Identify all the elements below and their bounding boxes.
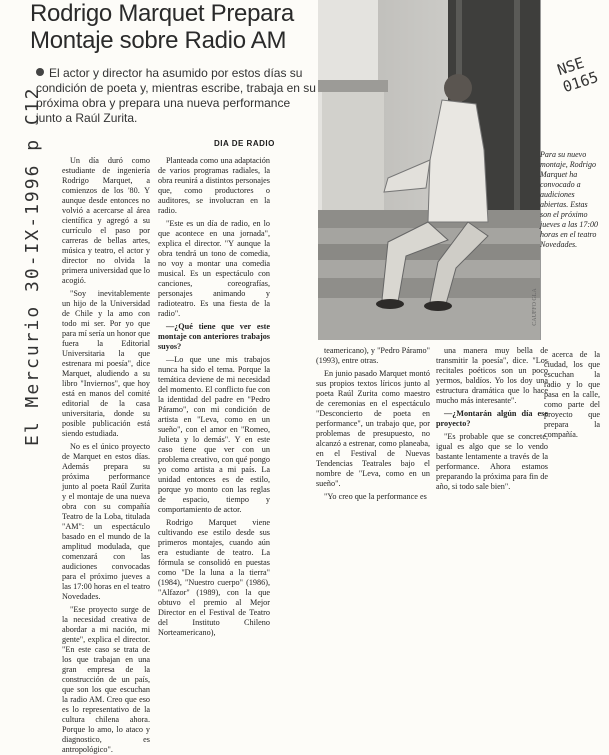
- paragraph: "Este es un día de radio, en lo que acontece en una jornada", explica el director. "Y aunque la obra tendrá un tono de comedia, no voy a montar una comedia musical. Es un espectáculo con canciones, coreografías, personajes animando y radioteatro. Es una fiesta de la radio".: [158, 219, 270, 318]
- section-heading: DIA DE RADIO: [214, 139, 275, 148]
- handwritten-archive-code: NSE 0165: [555, 53, 601, 97]
- paragraph: "Soy inevitablemente un hijo de la Universidad de Chile y la amo con todo mi ser. Por yo que para mí sería un honor que fuera la Editorial Universitaria la que estrenara mi poesía", dice Marquet, aludiendo a su libro "Inviernos", que hoy está en manos del comité editorial de la casa universitaria, donde su posible publicación está siendo estudiada.: [62, 289, 150, 438]
- paragraph: teamericano), y "Pedro Páramo" (1993), entre otras.: [316, 346, 430, 365]
- photo-illustration: [318, 0, 540, 340]
- headline-line-2: Montaje sobre Radio AM: [30, 27, 287, 54]
- paragraph: Un día duró como estudiante de ingeniería Rodrigo Marquet, a comienzos de los '80. Y aunque desde entonces no volvió a acercarse al área científica y agregó a su currículo el paso por carreras de bellas artes, música y teatro, el actor y director no olvida la primera universidad que lo acogió.: [62, 156, 150, 285]
- headline-line-1: Rodrigo Marquet Prepara: [30, 0, 294, 27]
- portrait-photo: [318, 0, 541, 340]
- paragraph: En junio pasado Marquet montó sus propios textos líricos junto al poeta Raúl Zurita como maestro de ceremonias en el espectáculo "Desconcierto de poeta en performance", un trabajo que, por problemas de presupuesto, no alcanzó a estrenar, como planeaba, en el Festival de Nuevas Tendencias Teatrales bajo el nombre de "Leva, como en un sueño".: [316, 369, 430, 488]
- paragraph: Planteada como una adaptación de varios programas radiales, la obra reunirá a distintos personajes que, como productores o auditores, se involucran en la radio.: [158, 156, 270, 215]
- photographer-signature: CAUFFO GLA: [531, 288, 538, 326]
- paragraph: No es el único proyecto de Marquet en estos días. Además prepara su próxima performance junto al poeta Raúl Zurita y el montaje de una nueva obra con su compañía Teatro de la Loba, titulada "AM": un espectáculo basado en el mundo de la amplitud modulada, que comenzará con las audiciones convocadas para el próximo jueves a las 17:00 horas en el teatro Novedades.: [62, 442, 150, 601]
- paragraph: "Es probable que se concrete, igual es algo que se lo vendo bastante lentamente a través de la performance. Ahora estamos preparando la próxima para fin de año, si todo sale bien".: [436, 432, 548, 491]
- summary-text: El actor y director ha asumido por estos días su condición de poeta y, mientras escribe, trabaja en su próxima obra y prepara una nueva performance junto a Raúl Zurita.: [36, 66, 316, 125]
- paragraph: una manera muy bella de transmitir la poesía", dice. "Los recitales poéticos son un poco yermos, baldíos. Yo los doy una estructura dramática que lo hace mucho más interesante".: [436, 346, 548, 405]
- article-column-5: [544, 350, 600, 458]
- interview-question: —¿Montarán algún día ese proyecto?: [436, 409, 548, 428]
- interview-question: —¿Qué tiene que ver este montaje con anteriores trabajos suyos?: [158, 322, 270, 351]
- article-column-4: [436, 346, 548, 491]
- paragraph: —Lo que une mis trabajos nunca ha sido el tema. Porque la temática deviene de mi necesidad del momento. El conflicto fue con la identidad del padre en "Pedro Páramo", con mi condición de artista en "Leva, como en un sueño", con el amor en "Romeo, Julieta y lo demás". Y en este caso tiene que ver con un problema creativo, con qué pongo yo como artista a mi país. La unidad entonces es de estilo, porque yo monto con las reglas de espacio, tiempo y comportamiento de actor.: [158, 355, 270, 514]
- photo-caption: Para su nuevo montaje, Rodrigo Marquet ha convocado a audiciones abiertas. Estas son el próximo jueves a las 17:00 horas en el teatro Novedades.: [540, 150, 598, 249]
- paragraph: "Ese proyecto surge de la necesidad creativa de abordar a mi nación, mi gente", explica el director. "En este caso se trata de los que trabajan en una gran empresa de la construcción de un país, que son los que escuchan la radio AM. Creo que eso es lo representativo de la cultura chilena ahora. Porque lo amo, lo ataco y diagnostico, es antropológico".: [62, 605, 150, 754]
- paragraph: Rodrigo Marquet viene cultivando ese estilo desde sus primeros montajes, cuando aún era estudiante de teatro. La fórmula se consolidó en puestas como "De la luna a la tierra" (1984), "Nuestro cuerpo" (1986), "Alfazor" (1989), con la que obtuvo el premio al Mejor Director en el Festival de Teatro del Instituto Chileno Norteamericano),: [158, 518, 270, 637]
- article-column-3: [316, 346, 430, 501]
- headline: [30, 0, 320, 54]
- article-column-2: [158, 156, 270, 637]
- bullet-icon: [36, 68, 44, 76]
- article-column-1: [62, 156, 150, 754]
- article-summary: [36, 66, 316, 126]
- handwritten-source-note: El Mercurio 30-IX-1996 p C12: [22, 86, 43, 446]
- paragraph: acerca de la ciudad, los que escuchan la radio y lo que pasa en la calle, como parte del proyecto que prepara la compañía.: [544, 350, 600, 439]
- paragraph: "Yo creo que la performance es: [324, 492, 427, 501]
